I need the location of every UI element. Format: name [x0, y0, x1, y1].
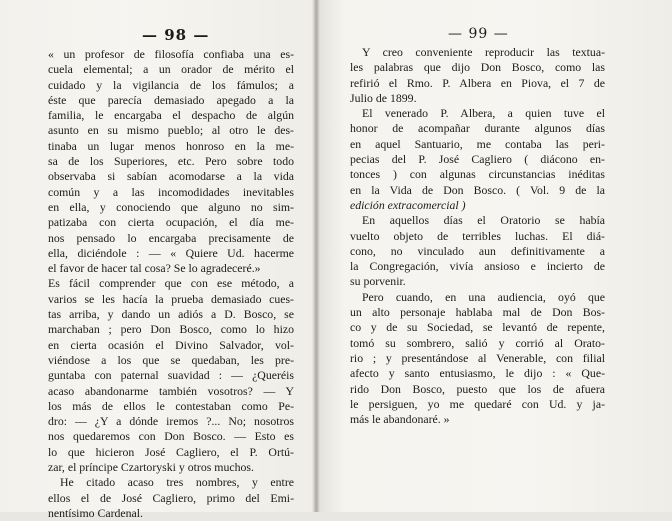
text-line: los más de ellos le contestaban como Pe-	[48, 398, 294, 413]
right-page	[316, 0, 672, 512]
text-line: refirió el Rmo. P. Albera en Piova, el 7 de	[350, 75, 605, 90]
text-line: en ella, y conociendo que alguno no sim-	[48, 199, 294, 214]
text-line: vuelto objeto de terribles luchas. El diá-	[350, 228, 605, 243]
book-gutter	[312, 0, 320, 512]
text-line: cono, no vinculado aun definitivamente a	[350, 243, 605, 258]
text-line: pecias del P. José Cagliero ( diácono en-	[350, 152, 605, 167]
text-line: marchaban ; pero Don Bosco, como lo hizo	[48, 322, 294, 337]
text-line: patizaba con cierta ocupación, el día me-	[48, 215, 294, 230]
text-line: cuidado y la vigilancia de los fámulos; a	[48, 77, 294, 92]
text-line: acaso abandonarme también vosotros? — Y	[48, 383, 294, 398]
text-line: tonces ) con algunas circunstancias inéditas	[350, 167, 605, 182]
text-line: nos pensado lo encargaba precisamente de	[48, 230, 294, 245]
text-line: afecto y santo entusiasmo, le dijo : « Que-	[350, 366, 605, 381]
text-line: éste que parecía demasiado apegado a la	[48, 92, 294, 107]
text-line: En aquellos días el Oratorio se había	[362, 213, 605, 228]
text-line: la Congregación, vivía ansioso e incierto de	[350, 259, 605, 274]
right-page-text	[350, 45, 605, 427]
text-line: El venerado P. Albera, a quien tuve el	[362, 106, 605, 121]
page-number-right: — 99 —	[448, 26, 509, 42]
text-line: Es fácil comprender que con ese método, a	[48, 276, 294, 291]
text-line: en la Vida de Don Bosco. ( Vol. 9 de la	[350, 182, 605, 197]
text-line: co y de su Sociedad, se levantó de repente,	[350, 320, 605, 335]
text-line: Pero cuando, en una audiencia, oyó que	[362, 289, 605, 304]
text-line: observaba si sabían acomodarse a la vida	[48, 169, 294, 184]
text-line: rido Don Bosco, puesto que los de afuera	[350, 381, 605, 396]
text-line: lo que hicieron José Cagliero, el P. Ortú-	[48, 444, 294, 459]
text-line: le persiguen, yo me quedaré con Ud. y ja-	[350, 396, 605, 411]
text-line: familia, le encargaba el despacho de algún	[48, 108, 294, 123]
text-line: honor de acompañar durante algunos días	[350, 121, 605, 136]
text-line: en cierta ocasión el Divino Salvador, vol-	[48, 337, 294, 352]
left-page-text	[48, 47, 294, 521]
text-line: asunto en su mismo pueblo; al otro le des-	[48, 123, 294, 138]
text-line: dro: — ¿Y a dónde iremos ?... No; nosotros	[48, 414, 294, 429]
text-line: viéndose a los que se quedaban, les pre-	[48, 352, 294, 367]
text-line: He citado acaso tres nombres, y entre	[60, 475, 294, 490]
text-line: edición extracomercial )	[350, 197, 466, 212]
text-line: tas arriba, y dando un adiós a D. Bosco, se	[48, 307, 294, 322]
text-line: tomó su sombrero, salió y corrió al Orato-	[350, 335, 605, 350]
text-line: rio ; y presentándose al Venerable, con filial	[350, 350, 605, 365]
text-line: varios se les hacía la prueba demasiado cues-	[48, 291, 294, 306]
text-line: Y creo conveniente reproducir las textua-	[362, 45, 605, 59]
text-line: ella, diciéndole : — « Quiere Ud. hacerme	[48, 245, 294, 260]
text-line: común y a las incomodidades inevitables	[48, 184, 294, 199]
text-line: nentísimo Cardenal.	[48, 505, 144, 520]
text-line: Julio de 1899.	[350, 90, 417, 105]
text-line: el favor de hacer tal cosa? Se lo agradeceré.»	[48, 261, 261, 276]
text-line: un alto personaje hablaba mal de Don Bos-	[350, 305, 605, 320]
text-line: en aquel Santuario, me contaba las peri-	[350, 136, 605, 151]
text-line: su porvenir.	[350, 274, 406, 289]
text-line: tinaba un lugar menos honroso en la me-	[48, 138, 294, 153]
text-line: les palabras que dijo Don Bosco, como las	[350, 60, 605, 75]
text-line: guntaba con paternal suavidad : — ¿Queréis	[48, 368, 294, 383]
text-line: sa de los Superiores, etc. Pero sobre todo	[48, 154, 294, 169]
text-line: zar, el príncipe Czartoryski y otros muchos.	[48, 460, 254, 475]
text-line: más le abandonaré. »	[350, 412, 450, 427]
left-page	[0, 0, 316, 520]
text-line: cuela elemental; a un orador de mérito el	[48, 62, 294, 77]
page-number-left: — 98 —	[142, 26, 210, 44]
text-line: ellos el de José Cagliero, primo del Emi-	[48, 490, 294, 505]
text-line: « un profesor de filosofía confiaba una es-	[48, 47, 294, 61]
text-line: nos quedaremos con Don Bosco. — Esto es	[48, 429, 294, 444]
